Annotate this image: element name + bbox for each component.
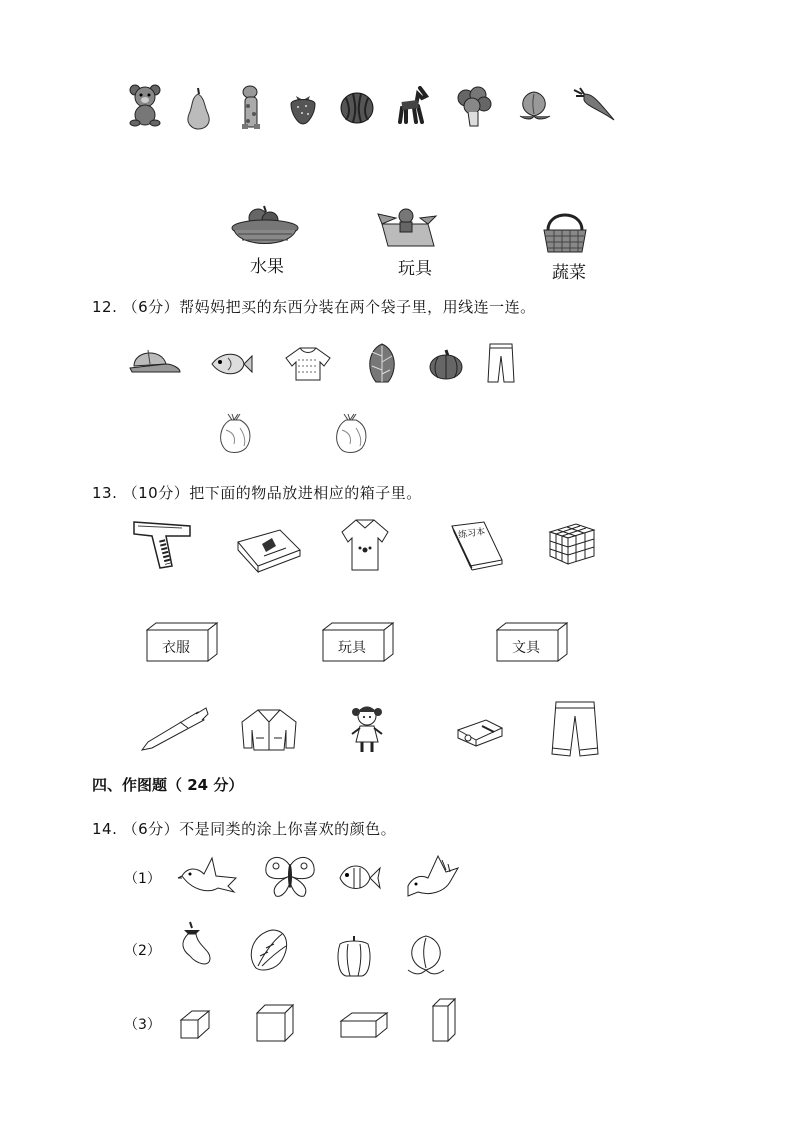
question-13: 13. （10分）把下面的物品放进相应的箱子里。 (92, 484, 422, 502)
shirt-icon (340, 516, 390, 572)
cuboid-flat-icon (340, 1012, 388, 1038)
row-number-3: （3） (124, 1017, 161, 1033)
fruit-basket-icon (230, 204, 300, 250)
fruit-label: 水果 (250, 257, 284, 277)
vegetable-basket-icon (540, 208, 590, 254)
pants-icon (486, 342, 516, 384)
shopping-bag-icon-2 (334, 412, 368, 454)
horse-icon (396, 86, 432, 126)
cuboid-tall-icon (432, 998, 456, 1042)
trousers-icon (548, 700, 602, 758)
toy-label: 玩具 (398, 259, 432, 279)
bird-icon (178, 856, 240, 898)
cap-icon (128, 346, 182, 376)
pencil-sharpener-icon (456, 714, 506, 748)
fish-outline-icon (336, 860, 382, 896)
strawberry-icon (288, 92, 318, 126)
pen-icon (140, 706, 210, 752)
teddy-bear-icon (128, 84, 162, 126)
jacket-icon (240, 708, 298, 752)
sweater-icon (284, 346, 332, 382)
vegetable-label: 蔬菜 (552, 263, 586, 283)
fish-icon (208, 350, 254, 378)
pencil-box-icon (236, 526, 302, 572)
butterfly-icon (262, 854, 318, 900)
section-title-drawing: 四、作图题（ 24 分） (92, 776, 244, 794)
cube-icon (256, 1004, 294, 1042)
box-clothes-label: 衣服 (162, 640, 190, 656)
box-clothes[interactable] (146, 622, 218, 666)
dove-icon (404, 852, 460, 900)
rubiks-cube-icon (548, 520, 596, 566)
box-stationery[interactable] (496, 622, 568, 666)
carrot-icon (572, 86, 616, 124)
row-number-2: （2） (124, 943, 161, 959)
peach-outline-icon (404, 932, 448, 976)
question-12: 12. （6分）帮妈妈把买的东西分装在两个袋子里，用线连一连。 (92, 298, 536, 316)
toy-gun-icon (132, 518, 194, 570)
broccoli-icon (456, 86, 492, 128)
exercise-book-icon (450, 520, 504, 572)
cuboid-small-icon (180, 1010, 210, 1040)
cabbage-icon (364, 342, 400, 384)
bell-pepper-icon (336, 934, 372, 978)
box-toys[interactable] (322, 622, 394, 666)
shopping-bag-icon-1 (218, 412, 252, 454)
chinese-cabbage-icon (246, 926, 292, 972)
eggplant-icon (176, 920, 214, 972)
box-toys-label: 玩具 (338, 640, 366, 656)
question-14: 14. （6分）不是同类的涂上你喜欢的颜色。 (92, 820, 397, 838)
pear-icon (183, 86, 213, 130)
box-stationery-label: 文具 (512, 640, 540, 656)
peach-icon (516, 88, 552, 124)
giraffe-icon (236, 84, 266, 130)
row-number-1: （1） (124, 871, 161, 887)
doll-icon (348, 704, 386, 756)
toy-box-icon (376, 206, 438, 250)
watermelon-icon (340, 92, 374, 124)
pumpkin-icon (428, 348, 464, 380)
exercise-book-label: 练习本 (457, 527, 486, 541)
